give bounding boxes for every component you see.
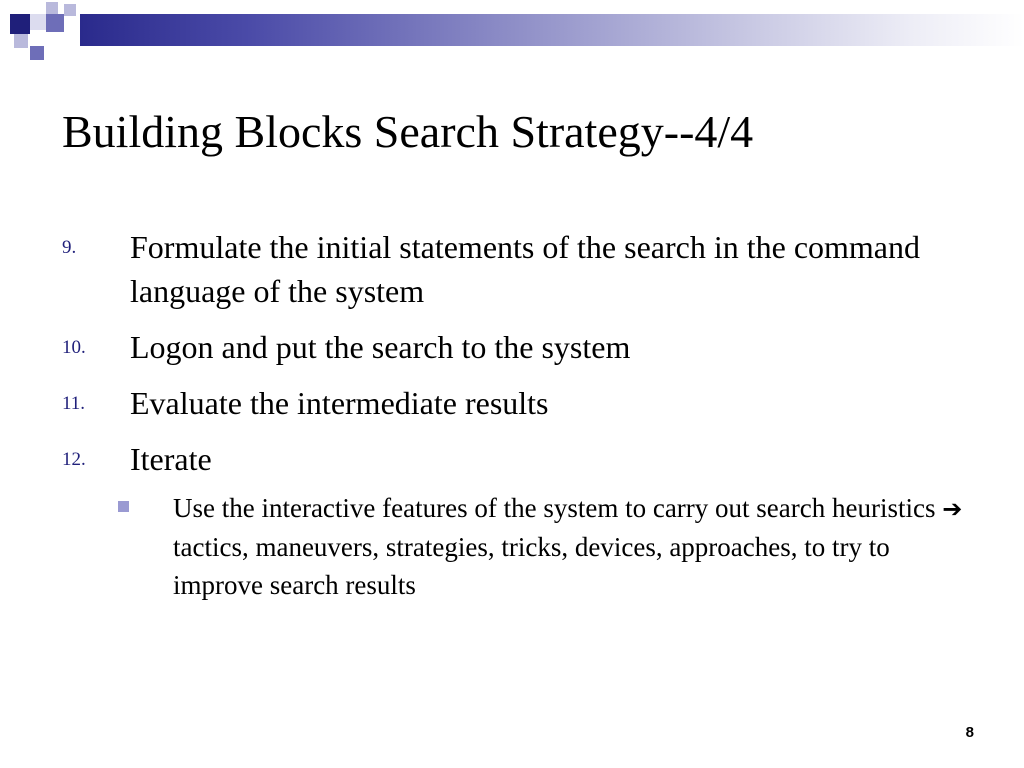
header-gradient-bar xyxy=(80,14,1024,46)
square-bullet-icon xyxy=(118,501,129,512)
header-square-icon xyxy=(10,14,30,34)
header-square-icon xyxy=(30,14,46,30)
list-item-number: 10. xyxy=(62,337,86,358)
list-item xyxy=(62,381,982,425)
header-square-icon xyxy=(64,4,76,16)
right-arrow-icon: ➔ xyxy=(942,495,963,523)
list-item-number: 9. xyxy=(62,237,77,258)
list-item-text: Logon and put the search to the system xyxy=(130,329,631,365)
header-square-icon xyxy=(30,46,44,60)
list-item xyxy=(62,325,982,369)
header-square-icon xyxy=(46,14,64,32)
sub-list-item-text xyxy=(173,489,982,604)
header-square-icon xyxy=(46,2,58,14)
list-item xyxy=(62,225,982,313)
list-item-text: Iterate xyxy=(130,441,212,477)
list-item-text: Formulate the initial statements of the search in the command language of the system xyxy=(130,229,920,309)
list-item-number: 12. xyxy=(62,449,86,470)
sub-list-item xyxy=(62,489,982,604)
list-item-text: Evaluate the intermediate results xyxy=(130,385,549,421)
sub-text-before: Use the interactive features of the system to carry out search heuristics xyxy=(173,493,936,523)
slide-title: Building Blocks Search Strategy--4/4 xyxy=(62,106,754,157)
list-item-number: 11. xyxy=(62,393,86,414)
numbered-list xyxy=(62,225,982,604)
sub-text-after: tactics, maneuvers, strategies, tricks, devices, approaches, to try to improve search results xyxy=(173,532,890,600)
list-item xyxy=(62,437,982,481)
page-number: 8 xyxy=(965,724,974,741)
header-square-icon xyxy=(14,34,28,48)
